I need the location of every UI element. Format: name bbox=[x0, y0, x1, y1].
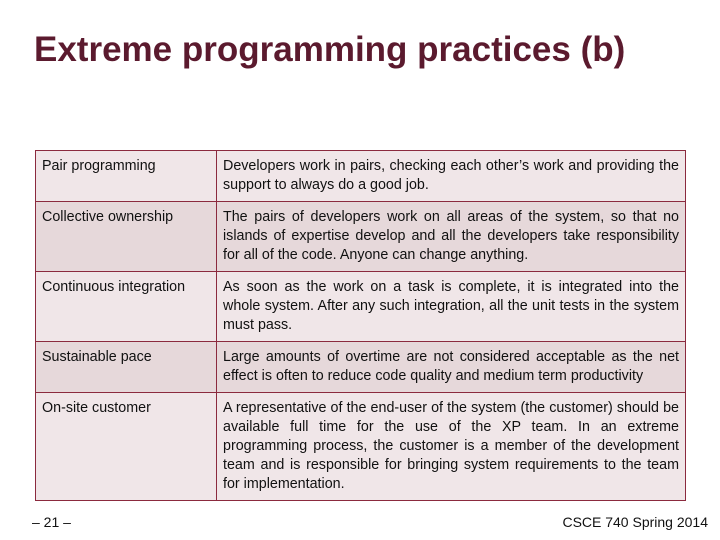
practice-name: Continuous integration bbox=[36, 272, 217, 342]
course-footer: CSCE 740 Spring 2014 bbox=[562, 514, 708, 530]
practice-name: Sustainable pace bbox=[36, 342, 217, 393]
table-row bbox=[36, 342, 686, 393]
slide-title: Extreme programming practices (b) bbox=[34, 30, 626, 69]
practice-description: Large amounts of overtime are not considered acceptable as the net effect is often to reduce code quality and medium term productivity bbox=[217, 342, 686, 393]
practice-description: A representative of the end-user of the system (the customer) should be available full time for the use of the XP team. In an extreme programming process, the customer is a member of the development team and is responsible for bringing system requirements to the team for implementation. bbox=[217, 393, 686, 501]
practice-description: As soon as the work on a task is complete, it is integrated into the whole system. After any such integration, all the unit tests in the system must pass. bbox=[217, 272, 686, 342]
practice-name: Pair programming bbox=[36, 151, 217, 202]
table-row bbox=[36, 151, 686, 202]
practice-description: The pairs of developers work on all areas of the system, so that no islands of expertise develop and all the developers take responsibility for all of the code. Anyone can change anything. bbox=[217, 202, 686, 272]
xp-practices-table bbox=[35, 150, 686, 501]
practice-name: Collective ownership bbox=[36, 202, 217, 272]
table-row bbox=[36, 272, 686, 342]
practice-description: Developers work in pairs, checking each other’s work and providing the support to always do a good job. bbox=[217, 151, 686, 202]
practice-name: On-site customer bbox=[36, 393, 217, 501]
table-row bbox=[36, 393, 686, 501]
table-row bbox=[36, 202, 686, 272]
slide-number: – 21 – bbox=[32, 514, 71, 530]
